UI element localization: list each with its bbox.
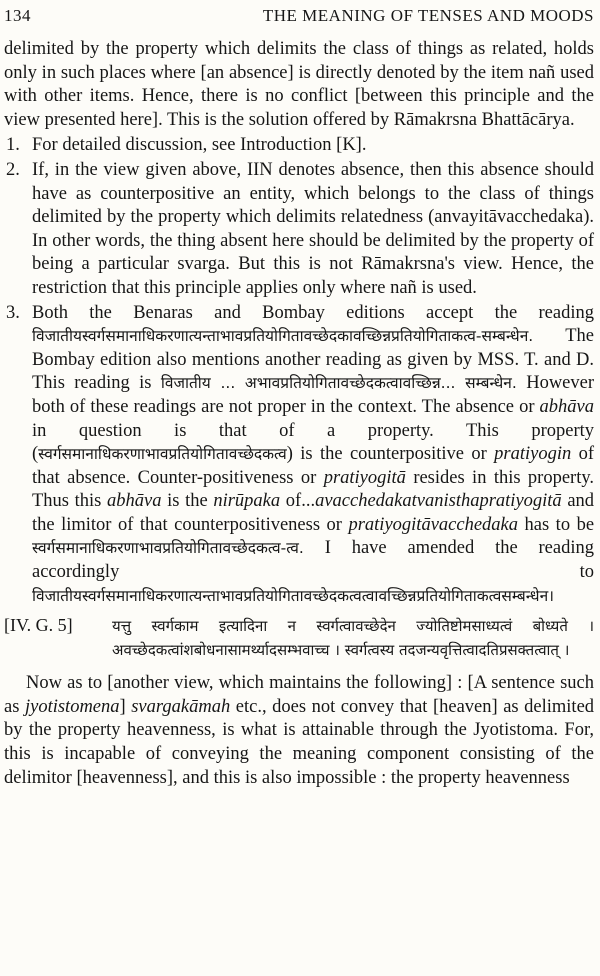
footnote-3-text-1: Both the Benaras and Bombay editions accept the reading — [32, 302, 594, 323]
page-body — [4, 38, 594, 809]
term-svargakamah: svargakāmah — [131, 696, 231, 717]
footnote-text: If, in the view given above, IIN denotes absence, then this absence should have as counterpositive an entity, which belongs to the class of things delimited by the property which delimits relatedness (anvayitāvacchedaka). In other words, the thing absent here should be delimited by the property of being a particular svarga. But this is not Rāmakrsna's view. Hence, the restriction that this principle applies only where nañ is used. — [32, 159, 594, 298]
footnote-text: For detailed discussion, see Introduction [K]. — [32, 135, 367, 156]
term-nirupaka: nirūpaka — [213, 491, 281, 512]
footnote-3-text-2: The Bombay edition also mentions another reading as given by MSS. T. and D. This reading is — [32, 326, 594, 394]
footnote-3-text-4: in question is that of a property. This property ( — [32, 420, 594, 465]
sanskrit-property: स्वर्गसमानाधिकरणाभावप्रतियोगितावच्छेदकत्व — [38, 445, 287, 464]
term-pratiyogitavacchedaka: pratiyogitāvacchedaka — [348, 514, 518, 535]
footnote-3-text-10: and the limitor of that counterpositiveness or — [32, 491, 595, 535]
bottom-text-3: etc., does not convey that [heaven] as delimited by the property heavenness, is what is attainable through the Jyotistoma. For, this is incapable of conveying the meaning component consisting of the delimitor [heavenness], and this is also impossible : the property heavenness — [4, 696, 595, 788]
footnote-3-text-12: I have amended the reading accordingly to — [32, 538, 594, 583]
top-paragraph: delimited by the property which delimits the class of things as related, holds only in such places where [an absence] is directly denoted by the item nañ used with other items. Hence, there is no conflict [between this principle and the view presented here]. This is the solution offered by Rāmakrsna Bhattācārya. — [4, 39, 594, 130]
quote-reference: [IV. G. 5] — [4, 615, 73, 636]
running-title: THE MEANING OF TENSES AND MOODS — [262, 6, 594, 25]
footnote-number: 2. — [6, 159, 20, 180]
sanskrit-reading-1: विजातीयस्वर्गसमानाधिकरणात्यन्ताभावप्रतियोगितावच्छेदकावच्छिन्नप्रतियोगिताकत्व-सम्बन्धेन. — [32, 327, 534, 346]
footnote-3-text-3: However both of these readings are not proper in the context. The absence or — [32, 373, 595, 417]
bottom-text-2: ] — [119, 696, 126, 717]
bottom-text-1: Now as to [another view, which maintains the following] : [A sentence such as — [4, 673, 594, 717]
page-header — [0, 4, 600, 32]
footnote-number: 1. — [6, 135, 20, 156]
bottom-paragraph — [4, 672, 594, 790]
footnote-3-text-8: is the — [167, 491, 208, 512]
footnote-2 — [4, 159, 594, 301]
term-pratiyogita: pratiyogitā — [323, 467, 406, 488]
term-jyotistomena: jyotistomena — [24, 696, 120, 717]
footnote-3-text-7: resides in this property. Thus this — [32, 467, 595, 512]
footnote-number: 3. — [6, 302, 20, 323]
footnote-3-text-6: of that absence. Counter-positiveness or — [32, 444, 594, 488]
footnote-3-text-9: of... — [285, 491, 316, 512]
footnote-3-text-5: ) is the counterpositive or — [286, 444, 487, 465]
term-abhava: abhāva — [539, 396, 594, 417]
sanskrit-limitor: स्वर्गसमानाधिकरणाभावप्रतियोगितावच्छेदकत्व-त्व. — [32, 539, 304, 558]
footnote-1 — [4, 134, 594, 158]
footnote-text — [32, 302, 594, 609]
term-abhava-2: abhāva — [107, 491, 162, 512]
footnote-3 — [4, 302, 594, 609]
footnote-3-text-11: has to be — [524, 514, 595, 535]
sanskrit-quote — [4, 614, 594, 662]
quote-text: यत्तु स्वर्गकाम इत्यादिना न स्वर्गत्वावच्छेदेन ज्योतिष्टोमसाध्यत्वं बोध्यते । अवच्छेदकत्वांशबोधनासामर्थ्यादसम्भवाच्च । स्वर्गत्वस्य तदजन्यवृत्तित्वादतिप्रसक्तत्वात् । — [112, 617, 594, 660]
sanskrit-amended-reading: विजातीयस्वर्गसमानाधिकरणात्यन्ताभावप्रतियोगितावच्छेदकत्वत्वावच्छिन्नप्रतियोगिताकत्वसम्बन्धेन। — [32, 586, 555, 605]
sanskrit-reading-2: विजातीय ... अभावप्रतियोगितावच्छेदकत्वावच्छिन्न... सम्बन्धेन. — [160, 374, 517, 393]
term-pratiyogin: pratiyogin — [494, 444, 572, 465]
term-avacchedakatva: avacchedakatvanisthapratiyogitā — [315, 491, 562, 512]
page-number: 134 — [4, 6, 31, 25]
